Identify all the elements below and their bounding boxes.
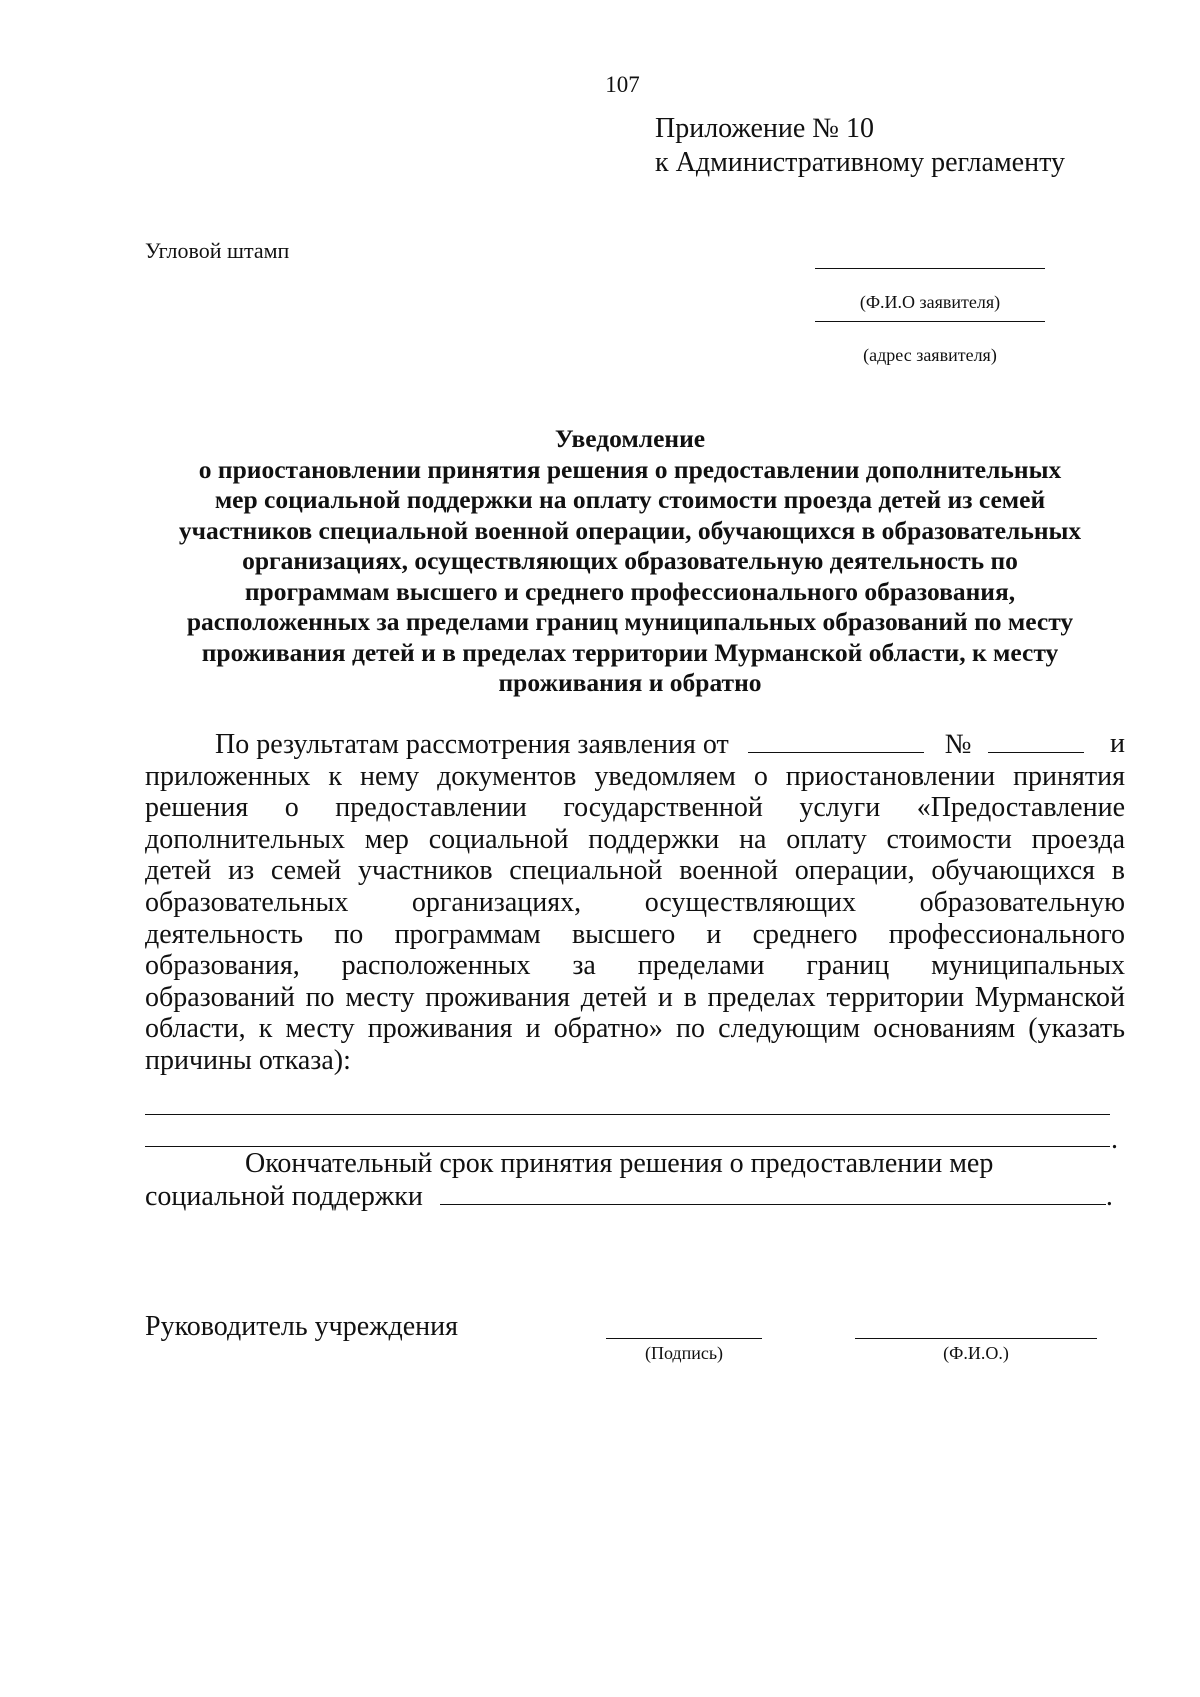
body-line: деятельность по программам высшего и среднего профессионального bbox=[145, 918, 1125, 950]
appendix-number: Приложение № 10 bbox=[655, 113, 874, 144]
signer-name-field[interactable] bbox=[855, 1338, 1097, 1339]
signer-name-caption: (Ф.И.О.) bbox=[943, 1343, 1009, 1363]
body-line: области, к месту проживания и обратно» по следующим основаниям (указать bbox=[145, 1013, 1125, 1045]
title-line: проживания и обратно bbox=[498, 668, 762, 697]
title-line: программам высшего и среднего профессионального образования, bbox=[244, 576, 1016, 606]
body-first-line-text: По результатам рассмотрения заявления от bbox=[215, 729, 729, 760]
signature-field[interactable] bbox=[606, 1338, 762, 1339]
body-line: образований по месту проживания детей и в пределах территории Мурманской bbox=[145, 981, 1125, 1013]
title-line: о приостановлении принятия решения о предоставлении дополнительных bbox=[198, 454, 1062, 484]
number-sign: № bbox=[944, 729, 972, 760]
page-number: 107 bbox=[605, 72, 640, 97]
decision-deadline bbox=[145, 1147, 1125, 1213]
body-line: приложенных к нему документов уведомляем о приостановлении принятия bbox=[145, 760, 1125, 792]
title-line: организациях, осуществляющих образовательную деятельность по bbox=[242, 546, 1018, 575]
signer-title: Руководитель учреждения bbox=[145, 1311, 458, 1342]
applicant-address-field[interactable] bbox=[815, 321, 1045, 322]
appendix-header bbox=[655, 112, 1065, 180]
corner-stamp-label: Угловой штамп bbox=[145, 238, 290, 263]
deadline-line-1: Окончательный срок принятия решения о предоставлении мер bbox=[245, 1148, 994, 1179]
body-line: дополнительных мер социальной поддержки на оплату стоимости проезда bbox=[145, 823, 1125, 855]
deadline-line-2 bbox=[145, 1180, 1125, 1213]
applicant-address-caption: (адрес заявителя) bbox=[863, 345, 997, 365]
body-line: образовательных организациях, осуществляющих образовательную bbox=[145, 886, 1125, 918]
deadline-label: социальной поддержки bbox=[145, 1181, 423, 1212]
notice-title bbox=[140, 424, 1120, 699]
body-line: решения о предоставлении государственной услуги «Предоставление bbox=[145, 792, 1125, 824]
appendix-reference: к Административному регламенту bbox=[655, 147, 1065, 178]
notice-body bbox=[145, 728, 1125, 1077]
title-line: проживания детей и в пределах территории Мурманской области, к месту bbox=[201, 637, 1059, 667]
deadline-period: . bbox=[1105, 1181, 1113, 1212]
applicant-name-field[interactable] bbox=[815, 268, 1045, 269]
and-word: и bbox=[1110, 728, 1125, 759]
applicant-name-caption: (Ф.И.О заявителя) bbox=[859, 292, 1001, 312]
application-number-field[interactable] bbox=[988, 728, 1084, 753]
title-line: мер социальной поддержки на оплату стоимости проезда детей из семей bbox=[214, 485, 1046, 514]
body-line: образования, расположенных за пределами границ муниципальных bbox=[145, 950, 1125, 982]
title-line: расположенных за пределами границ муниципальных образований по месту bbox=[186, 607, 1074, 636]
body-line: детей из семей участников специальной военной операции, обучающихся в bbox=[145, 855, 1125, 887]
refusal-reason-line-1[interactable] bbox=[145, 1114, 1110, 1115]
application-date-field[interactable] bbox=[748, 728, 924, 753]
signature-caption: (Подпись) bbox=[644, 1343, 724, 1363]
body-first-line bbox=[145, 728, 1125, 761]
deadline-field[interactable] bbox=[440, 1180, 1106, 1205]
title-line: участников специальной военной операции, обучающихся в образовательных bbox=[178, 515, 1082, 545]
body-line: причины отказа): bbox=[145, 1044, 351, 1076]
refusal-reason-period: . bbox=[1111, 1124, 1118, 1155]
notice-heading: Уведомление bbox=[554, 424, 706, 453]
